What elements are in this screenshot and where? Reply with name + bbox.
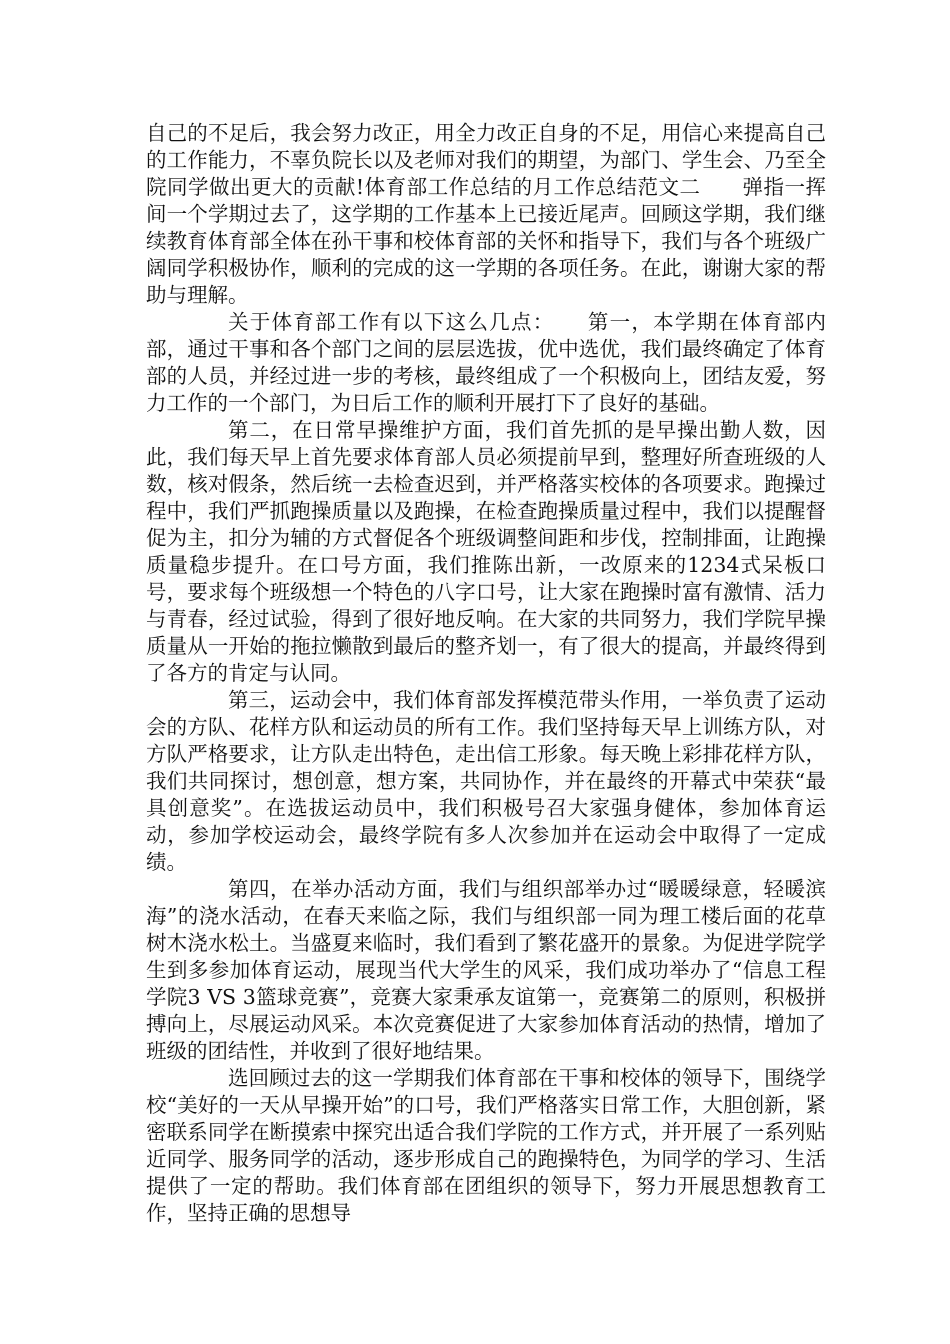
document-body — [146, 120, 826, 1227]
paragraph-3: 第二，在日常早操维护方面，我们首先抓的是早操出勤人数，因此，我们每天早上首先要求体育部人员必须提前早到，整理好所查班级的人数，核对假条，然后统一去检查迟到，并严格落实校体的各项要求。跑操过程中，我们严抓跑操质量以及跑操，在检查跑操质量过程中，我们以提醒督促为主，扣分为辅的方式督促各个班级调整间距和步伐，控制排面，让跑操质量稳步提升。在口号方面，我们推陈出新，一改原来的1234式呆板口号，要求每个班级想一个特色的八字口号，让大家在跑操时富有激情、活力与青春，经过试验，得到了很好地反响。在大家的共同努力，我们学院早操质量从一开始的拖拉懒散到最后的整齐划一，有了很大的提高，并最终得到了各方的肯定与认同。 — [146, 418, 826, 685]
paragraph-4: 第三，运动会中，我们体育部发挥模范带头作用，一举负责了运动会的方队、花样方队和运动员的所有工作。我们坚持每天早上训练方队，对方队严格要求，让方队走出特色，走出信工形象。每天晚上彩排花样方队，我们共同探讨，想创意，想方案，共同协作，并在最终的开幕式中荣获“最具创意奖”。在选拔运动员中，我们积极号召大家强身健体，参加体育运动，参加学校运动会，最终学院有多人次参加并在运动会中取得了一定成绩。 — [146, 688, 826, 874]
paragraph-6: 选回顾过去的这一学期我们体育部在干事和校体的领导下，围绕学校“美好的一天从早操开始”的口号，我们严格落实日常工作，大胆创新，紧密联系同学在断摸索中探究出适合我们学院的工作方式，并开展了一系列贴近同学、服务同学的活动，逐步形成自己的跑操特色，为同学的学习、生活提供了一定的帮助。我们体育部在团组织的领导下，努力开展思想教育工作，坚持正确的思想导 — [146, 1066, 826, 1225]
paragraph-1: 自己的不足后，我会努力改正，用全力改正自身的不足，用信心来提高自己的工作能力，不辜负院长以及老师对我们的期望，为部门、学生会、乃至全院同学做出更大的贡献!体育部工作总结的月工作总结范文二 弹指一挥间一个学期过去了，这学期的工作基本上已接近尾声。回顾这学期，我们继续教育体育部全体在孙干事和校体育部的关怀和指导下，我们与各个班级广阔同学积极协作，顺利的完成的这一学期的各项任务。在此，谢谢大家的帮助与理解。 — [146, 121, 826, 307]
paragraph-5: 第四，在举办活动方面，我们与组织部举办过“暖暖绿意，轻暖滨海”的浇水活动，在春天来临之际，我们与组织部一同为理工楼后面的花草树木浇水松土。当盛夏来临时，我们看到了繁花盛开的景象。为促进学院学生到多参加体育运动，展现当代大学生的风采，我们成功举办了“信息工程学院3 VS 3篮球竞赛”，竞赛大家秉承友谊第一，竞赛第二的原则，积极拼搏向上，尽展运动风采。本次竞赛促进了大家参加体育活动的热情，增加了班级的团结性，并收到了很好地结果。 — [146, 877, 826, 1063]
paragraph-2: 关于体育部工作有以下这么几点： 第一，本学期在体育部内部，通过干事和各个部门之间的层层选拔，优中选优，我们最终确定了体育部的人员，并经过进一步的考核，最终组成了一个积极向上，团结友爱，努力工作的一个部门，为日后工作的顺利开展打下了良好的基础。 — [146, 310, 826, 415]
